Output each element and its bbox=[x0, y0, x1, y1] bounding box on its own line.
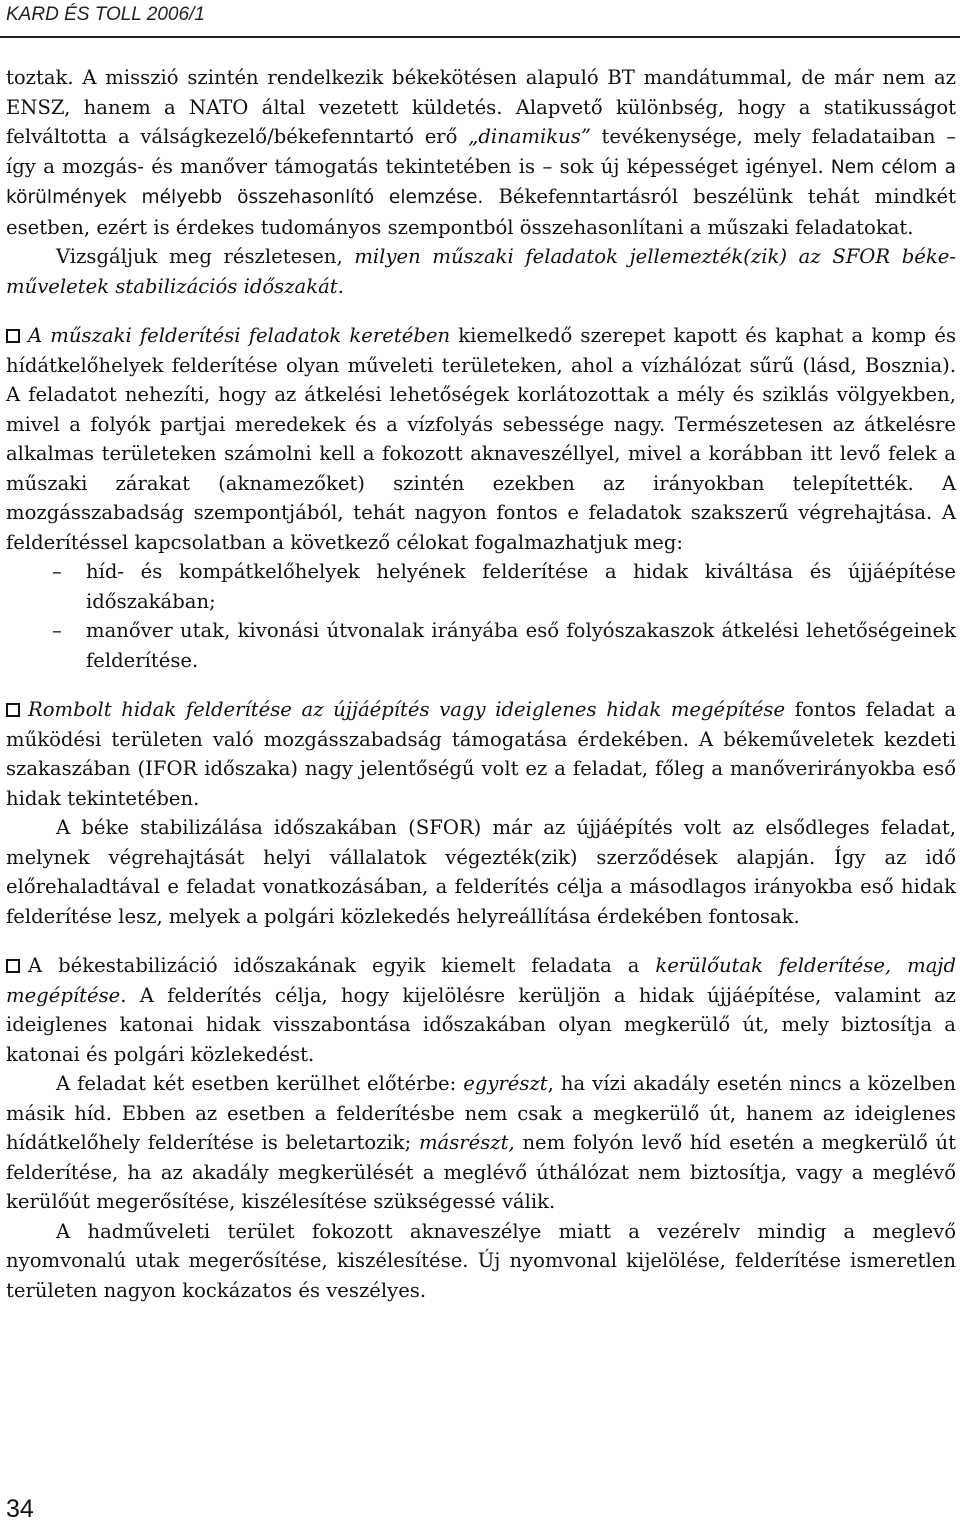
paragraph-2: Vizsgáljuk meg részletesen, milyen műszaki feladatok jellemezték(zik) az SFOR békeműveletek stabilizációs időszakát. bbox=[6, 245, 956, 298]
paragraph-mine-danger: A hadműveleti terület fokozott aknaveszélye miatt a vezérelv mindig a meglevő nyomvonalú utak megerősítése, kiszélesítése. Új nyomvonal kijelölése, felderítése ismeretlen területen nagyon kockázatos és veszélyes. bbox=[6, 1219, 956, 1302]
objectives-list bbox=[6, 557, 956, 675]
sans-sentence: Nem célom a körülmények mélyebb összehasonlító elemzése. bbox=[6, 156, 956, 208]
paragraph-two-cases: A feladat két esetben kerülhet előtérbe: egyrészt, ha vízi akadály esetén nincs a közelben másik híd. Ebben az esetben a felderítésbe nem csak a megkerülő út, hanem az ideiglenes hídátkelőhely felderítése is beletartozik; másrészt, nem folyón levő híd esetén a megkerülő út felderítése, ha az akadály megkerülését a meglévő úthálózat nem biztosítja, vagy a meglévő kerülőút megerősítése, kiszélesítése szükségessé válik. bbox=[6, 1072, 956, 1213]
dash-marker: – bbox=[52, 560, 62, 583]
article-body bbox=[6, 63, 956, 1305]
checkbox-bullet-icon bbox=[6, 329, 20, 343]
paragraph-sfor: A béke stabilizálása időszakában (SFOR) már az újjáépítés volt az elsődleges feladat, melynek végrehajtását helyi vállalatok végezték(zik) szerződések alapján. Így az idő előrehaladtával e feladat vonatkozásában, a felderítés célja a másodlagos irányokba eső hidak felderítése lesz, melyek a polgári közlekedés helyreállítása érdekében fontosak. bbox=[6, 816, 956, 928]
bullet-paragraph-bridges: Rombolt hidak felderítése az újjáépítés vagy ideiglenes hidak megépítése fontos feladat a működési területen való mozgásszabadság támogatása érdekében. A békeműveletek kezdeti szakaszában (IFOR időszaka) nagy jelentőségű volt ez a feladat, főleg a manőverirányokba eső hidak tekintetében. bbox=[6, 698, 957, 810]
header-rule bbox=[0, 36, 960, 38]
list-item: – híd- és kompátkelőhelyek helyének felderítése a hidak kiváltása és újjáépítése időszakában; bbox=[6, 557, 956, 616]
page-number: 34 bbox=[6, 1495, 34, 1523]
running-header: KARD ÉS TOLL 2006/1 bbox=[6, 4, 205, 25]
checkbox-bullet-icon bbox=[6, 703, 20, 717]
checkbox-bullet-icon bbox=[6, 959, 20, 973]
bullet-paragraph-recon: A műszaki felderítési feladatok keretében kiemelkedő szerepet kapott és kaphat a komp és hídátkelőhelyek felderítése olyan műveleti területeken, ahol a vízhálózat sűrű (lásd, Bosznia). A feladatot nehezíti, hogy az átkelési lehetőségek korlátozottak a mély és sziklás völgyekben, mivel a folyók partjai meredekek és a vízfolyás sebessége nagy. Természetesen az átkelésre alkalmas területeken számolni kell a fokozott aknaveszéllyel, mivel a korábban itt levő felek a műszaki zárakat (aknamezőket) szintén ezekben az irányokban telepítették. A mozgásszabadság szempontjából, tehát nagyon fontos e feladatok szakszerű végrehajtása. A felderítéssel kapcsolatban a következő célokat fogalmazhatjuk meg: bbox=[6, 324, 956, 554]
paragraph-1: toztak. A misszió szintén rendelkezik békekötésen alapuló BT mandátummal, de már nem az ENSZ, hanem a NATO által vezetett küldetés. Alapvető különbség, hogy a statikusságot felváltotta a válságkezelő/békefenntartó erő „dinamikus” tevékenysége, mely feladataiban – így a mozgás- és manőver támogatás tekintetében is – sok új képességet igényel. Nem célom a körülmények mélyebb összehasonlító elemzése. Békefenntartásról beszélünk tehát mindkét esetben, ezért is érdekes tudományos szempontból összehasonlítani a műszaki feladatokat. bbox=[6, 66, 957, 239]
list-item: – manőver utak, kivonási útvonalak irányába eső folyószakaszok átkelési lehetőségeinek felderítése. bbox=[6, 616, 956, 675]
bullet-paragraph-detours: A békestabilizáció időszakának egyik kiemelt feladata a kerülőutak felderítése, majd megépítése. A felderítés célja, hogy kijelölésre kerüljön a hidak újjáépítése, valamint az ideiglenes katonai hidak visszabontása időszakában olyan megkerülő út, mely biztosítja a katonai és polgári közlekedést. bbox=[6, 954, 956, 1066]
dash-marker: – bbox=[52, 619, 62, 642]
